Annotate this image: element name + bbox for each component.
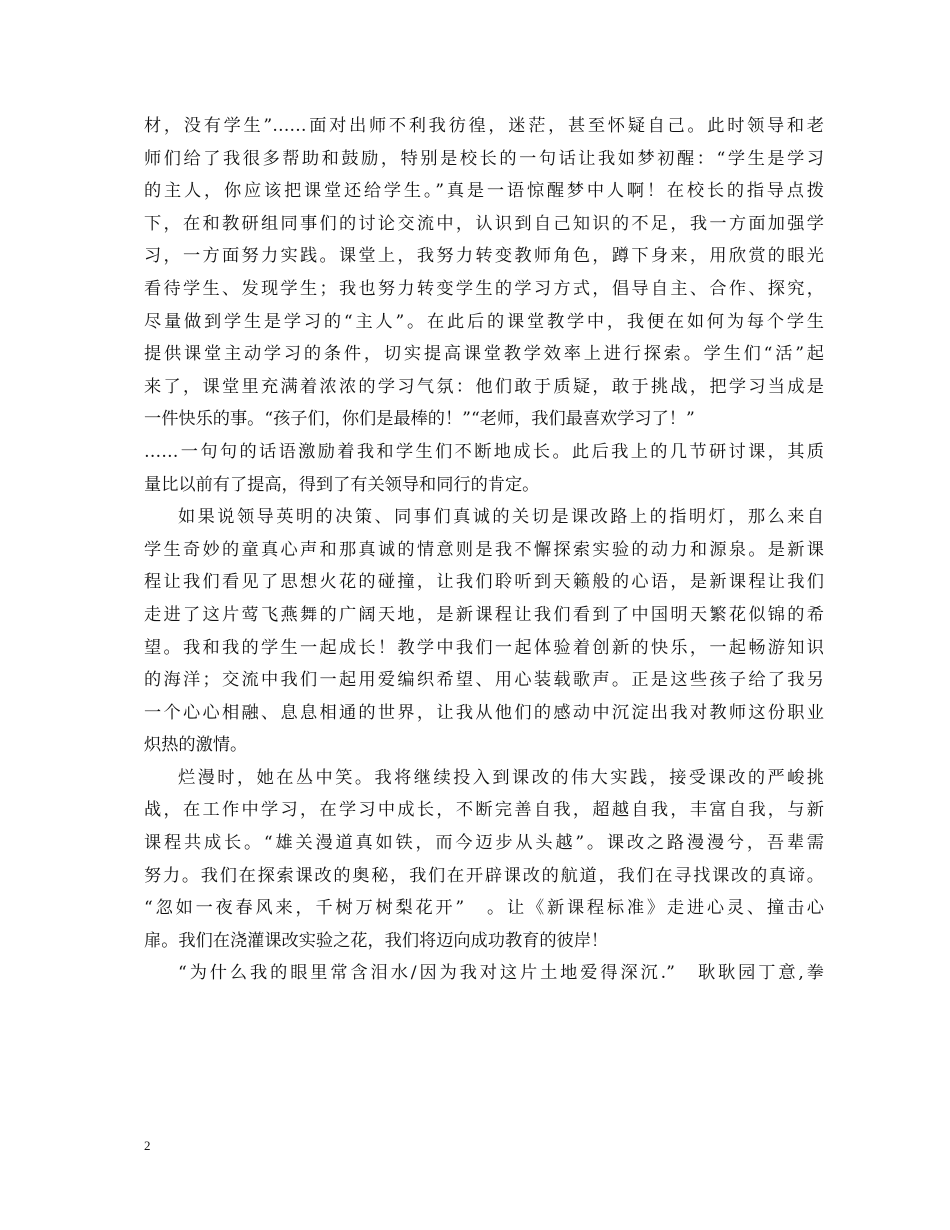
text-line: 提供课堂主动学习的条件，切实提高课堂教学效率上进行探索。学生们“活”起 <box>144 344 824 365</box>
text-line: 学生奇妙的童真心声和那真诚的情意则是我不懈探索实验的动力和源泉。是新课 <box>144 539 824 560</box>
text-line: 看待学生、发现学生；我也努力转变学生的学习方式，倡导自主、合作、探究， <box>144 278 824 299</box>
text-line: 来了，课堂里充满着浓浓的学习气氛：他们敢于质疑，敢于挑战，把学习当成是 <box>144 376 824 397</box>
text-line: 战，在工作中学习，在学习中成长，不断完善自我，超越自我，丰富自我，与新 <box>144 800 824 821</box>
text-line: 扉。我们在浇灌课改实验之花，我们将迈向成功教育的彼岸！ <box>144 930 609 951</box>
text-line: 望。我和我的学生一起成长！教学中我们一起体验着创新的快乐，一起畅游知识 <box>144 637 824 658</box>
text-line: 一件快乐的事。“孩子们，你们是最棒的！”“老师，我们最喜欢学习了！” <box>144 409 695 430</box>
text-line: 材，没有学生”……面对出师不利我彷徨，迷茫，甚至怀疑自己。此时领导和老 <box>144 116 824 136</box>
text-line: ……一句句的话语激励着我和学生们不断地成长。此后我上的几节研讨课，其质 <box>144 441 824 462</box>
text-line: 尽量做到学生是学习的“主人”。在此后的课堂教学中，我便在如何为每个学生 <box>144 311 824 332</box>
document-body <box>144 110 824 990</box>
text-line: 的海洋；交流中我们一起用爱编织希望、用心装载歌声。正是这些孩子给了我另 <box>144 670 824 691</box>
text-line: 的主人，你应该把课堂还给学生。”真是一语惊醒梦中人啊！在校长的指导点拨 <box>144 181 824 202</box>
text-line: 一个心心相融、息息相通的世界，让我从他们的感动中沉淀出我对教师这份职业 <box>144 702 824 723</box>
text-line: 量比以前有了提高，得到了有关领导和同行的肯定。 <box>144 474 540 495</box>
text-line: 走进了这片莺飞燕舞的广阔天地，是新课程让我们看到了中国明天繁花似锦的希 <box>144 604 824 625</box>
paragraph-first-line: 烂漫时，她在丛中笑。我将继续投入到课改的伟大实践，接受课改的严峻挑 <box>178 767 824 788</box>
paragraph-first-line: 如果说领导英明的决策、同事们真诚的关切是课改路上的指明灯，那么来自 <box>178 507 824 528</box>
text-line: 炽热的激情。 <box>144 735 248 756</box>
text-line: 程让我们看见了思想火花的碰撞，让我们聆听到天籁般的心语，是新课程让我们 <box>144 572 824 593</box>
paragraph-first-line: “为什么我的眼里常含泪水/因为我对这片土地爱得深沉.” 耿耿园丁意,拳 <box>178 963 824 984</box>
text-line: 努力。我们在探索课改的奥秘，我们在开辟课改的航道，我们在寻找课改的真谛。 <box>144 865 824 886</box>
page-number: 2 <box>144 1138 151 1153</box>
text-line: “忽如一夜春风来，千树万树梨花开” 。让《新课程标准》走进心灵、撞击心 <box>144 898 824 919</box>
text-line: 课程共成长。“雄关漫道真如铁，而今迈步从头越”。课改之路漫漫兮，吾辈需 <box>144 833 824 854</box>
text-line: 师们给了我很多帮助和鼓励，特别是校长的一句话让我如梦初醒：“学生是学习 <box>144 148 824 169</box>
text-line: 习，一方面努力实践。课堂上，我努力转变教师角色，蹲下身来，用欣赏的眼光 <box>144 246 824 267</box>
text-line: 下，在和教研组同事们的讨论交流中，认识到自己知识的不足，我一方面加强学 <box>144 213 824 234</box>
